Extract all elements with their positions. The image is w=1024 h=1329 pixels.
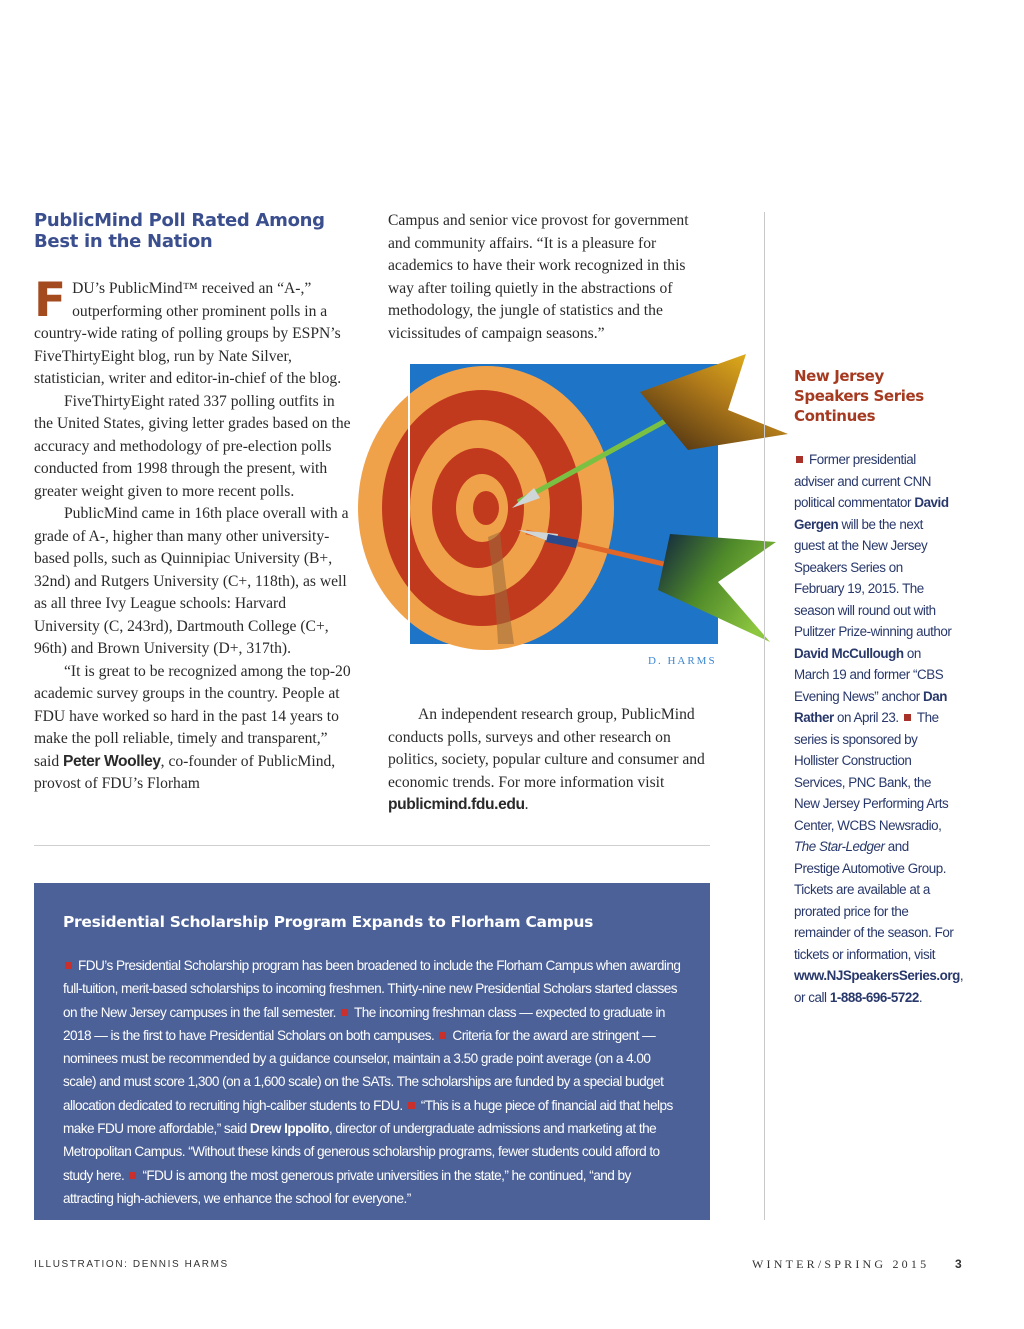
sidebar-text-8: .: [918, 989, 923, 1005]
box-sentence-1: FDU’s Presidential Scholarship program has been broadened to include the Florham Campus when awarding full-tuition, merit-based scholarships to incoming freshmen. Thirty-nine new Presidential Scholars started classes on the New Jersey campuses in the fall semester.: [63, 958, 681, 1020]
target-clip-left: [408, 364, 410, 644]
bullet-square-icon: [129, 1172, 136, 1179]
article-paragraph-1: [34, 273, 352, 391]
speakers-sidebar: [794, 366, 964, 1008]
sidebar-paragraph: [794, 449, 964, 1008]
target-darts-illustration: [408, 352, 788, 667]
speaker-name-gergen: David Gergen: [794, 495, 949, 532]
paragraph-1-text: DU’s PublicMind™ received an “A-,” outperforming other prominent polls in a country-wide rating of polling groups by ESPN’s FiveThirtyEight blog, run by Nate Silver, statistician, writer and editor-in-chief of the blog.: [34, 280, 342, 387]
box-sentence-4: “This is a huge piece of financial aid that helps make FDU more affordable,” said: [63, 1097, 673, 1137]
illustration-credit: ILLUSTRATION: DENNIS HARMS: [34, 1259, 229, 1270]
issue-label: WINTER/SPRING 2015: [752, 1257, 930, 1271]
sidebar-text-5: The series is sponsored by Hollister Construction Services, PNC Bank, the New Jersey Performing Arts Center, WCBS Newsradio,: [794, 710, 949, 833]
box-sentence-4-end: , director of undergraduate admissions and marketing at the Metropolitan Campus. “Without these kinds of generous scholarship programs, fewer students could afford to study here.: [63, 1121, 660, 1183]
page-number: 3: [955, 1257, 962, 1271]
sidebar-text-4: on April 23.: [833, 710, 899, 725]
quote-text-end: , co-founder of PublicMind, provost of FDU’s Florham: [34, 752, 336, 792]
sidebar-text-2: will be the next guest at the New Jersey Speakers Series on February 19, 2015. The season will round out with Pulitzer Prize-winning author: [794, 516, 952, 639]
article-paragraph-5: Campus and senior vice provost for government and community affairs. “It is a pleasure for academics to have their work recognized in this way after toiling quietly in the abstractions of methodology, the jungle of statistics and the vicissitudes of campaign seasons.”: [388, 212, 689, 342]
phone-number[interactable]: 1-888-696-5722: [829, 989, 919, 1005]
quote-text: “It is great to be recognized among the top-20 academic survey groups in the country. People at FDU have worked so hard in the past 14 years to make the poll reliable, timely and transparent,” said: [34, 662, 351, 770]
newspaper-name: The Star-Ledger: [794, 839, 885, 854]
article-paragraph-3: PublicMind came in 16th place overall with a grade of A-, higher than many other university-based polls, such as Quinnipiac University (B+, 32nd) and Rutgers University (C+, 118th), as well as all three Ivy League schools: Harvard University (C, 243rd), Dartmouth College (C+, 96th) and Brown University (D+, 317th).: [34, 505, 349, 657]
box-body: [63, 954, 682, 1210]
section-divider-horizontal: [34, 845, 710, 846]
article-paragraph-2: FiveThirtyEight rated 337 polling outfits in the United States, giving letter grades based on the accuracy and methodology of pre-election polls conducted from 1998 through the present, with greater weight given to more recent polls.: [34, 392, 351, 500]
paragraph-6-end: .: [524, 796, 529, 813]
speakers-series-link[interactable]: www.NJSpeakersSeries.org: [794, 968, 960, 983]
article-paragraph-6: [388, 704, 710, 817]
sidebar-text-3: on March 19 and former “CBS Evening News” anchor: [794, 645, 944, 704]
illustration-signature: D. HARMS: [648, 655, 717, 667]
article-closing-paragraph: [388, 704, 710, 817]
drop-cap: F: [34, 273, 67, 328]
sidebar-text-7: , or call: [794, 968, 964, 1005]
sidebar-headline: New Jersey Speakers Series Continues: [794, 367, 924, 425]
sidebar-text-1: Former presidential adviser and current CNN political commentator: [794, 452, 932, 510]
article-left-column: [34, 210, 352, 796]
bullet-square-icon: [65, 962, 72, 969]
box-sentence-3: Criteria for the award are stringent — nominees must be recommended by a guidance counselor, maintain a 3.50 grade point average (on a 4.00 scale) and must score 1,300 (on a 1,600 scale) on the SATs. The scholarships are funded by a special budget allocation dedicated to recruiting high-caliber students to FDU.: [63, 1027, 664, 1113]
article-paragraph-4: [34, 661, 352, 796]
box-title: Presidential Scholarship Program Expands to Florham Campus: [63, 913, 594, 931]
speaker-name-rather: Dan Rather: [794, 688, 947, 725]
person-name-ippolito: Drew Ippolito: [249, 1121, 329, 1137]
paragraph-6-text: An independent research group, PublicMind conducts polls, surveys and other research on politics, society, popular culture and consumer and economic trends. For more information visit: [388, 706, 705, 791]
bullet-square-icon: [439, 1032, 446, 1039]
person-name-woolley: Peter Woolley: [63, 752, 161, 770]
article-headline: PublicMind Poll Rated Among Best in the Nation: [34, 210, 325, 252]
target-bullseye: [473, 491, 499, 525]
bullet-square-icon: [408, 1102, 415, 1109]
bullet-square-icon: [341, 1009, 348, 1016]
box-sentence-5: “FDU is among the most generous private universities in the state,” he continued, “and by attracting high-achievers, we enhance the school for everyone.”: [63, 1167, 631, 1206]
scholarship-box: [34, 883, 710, 1220]
article-middle-column: [388, 210, 710, 345]
publicmind-link[interactable]: publicmind.fdu.edu: [388, 796, 525, 813]
speaker-name-mccullough: David McCullough: [794, 645, 904, 661]
bullet-square-icon: [904, 714, 911, 721]
sidebar-text-6: and Prestige Automotive Group. Tickets are available at a prorated price for the remainder of the season. For tickets or information, visit: [794, 839, 954, 962]
column-divider-vertical: [764, 212, 765, 1220]
box-sentence-2: The incoming freshman class — expected to graduate in 2018 — is the first to have Presidential Scholars on both campuses.: [63, 1004, 665, 1043]
bullet-square-icon: [796, 456, 803, 463]
